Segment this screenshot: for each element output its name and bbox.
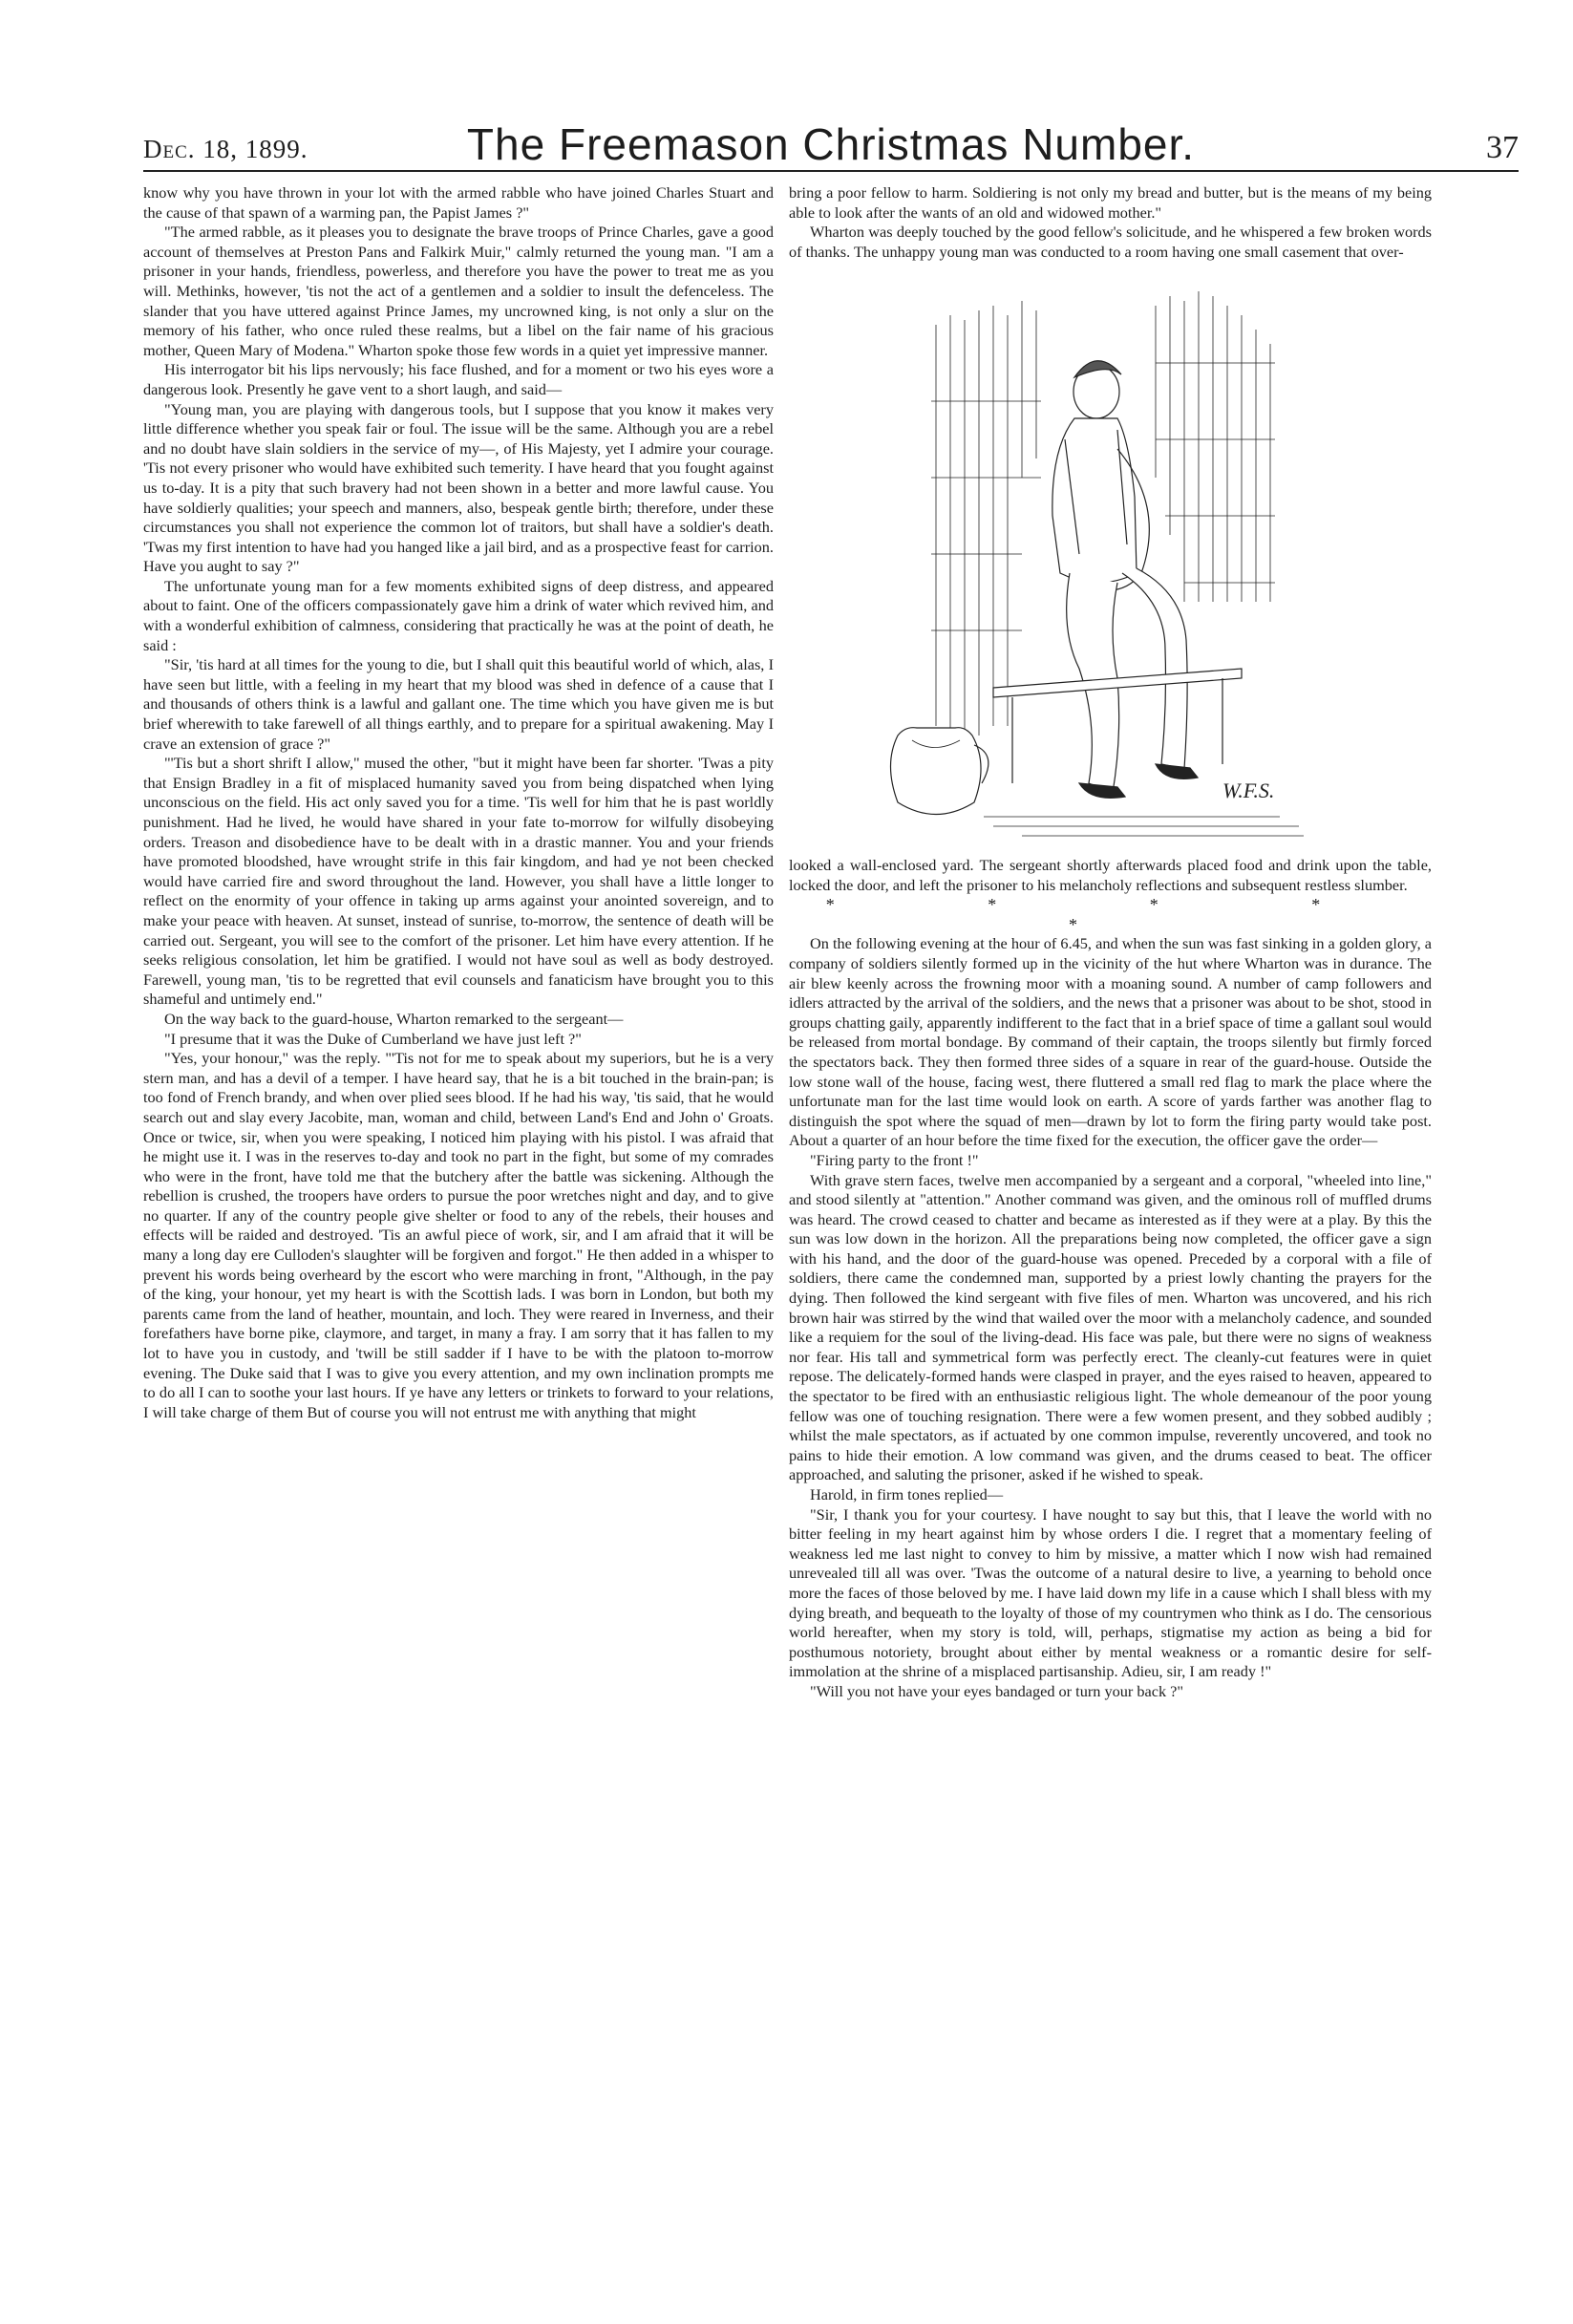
paragraph: With grave stern faces, twelve men accompanied by a sergeant and a corporal, "wheeled into line," and stood silently at "attention." Another command was given, and the ominous roll of muffled drums was heard. The crowd ceased to chatter and became as interested as if they were at a play. By this the sun was low down in the horizon. All the preparations being now completed, the officer gave a sign with his hand, and the door of the guard-house was opened. Preceded by a corporal with a file of soldiers, there came the condemned man, supported by a priest lowly chanting the prayers for the dying. Then followed the kind sergeant with five files of men. Wharton was uncovered, and his rich brown hair was stirred by the wind that wailed over the moor with a melancholy cadence, and sounded like a requiem for the soul of the living-dead. His face was pale, but there were no signs of weakness nor fear. His tall and symmetrical form was perfectly erect. The cleanly-cut features were in quiet repose. The delicately-formed hands were clasped in prayer, and the eyes raised to heaven, appeared to the spectator to be fired with an enthusiastic religious light. The whole demeanour of the poor young fellow was one of touching resignation. There were a few women present, and they sobbed audibly ; whilst the male spectators, as if actuated by one common impulse, reverently uncovered, and took no pains to hide their emotion. A low command was given, and the drums ceased to beat. The officer approached, and saluting the prisoner, asked if he wished to speak. <box>789 1170 1432 1484</box>
illustration-signature: W.F.S. <box>1222 778 1275 802</box>
paragraph: "Firing party to the front !" <box>810 1150 979 1169</box>
right-column-bottom <box>789 856 1432 2270</box>
page-number: 37 <box>1486 130 1519 165</box>
paragraph: His interrogator bit his lips nervously; his face flushed, and for a moment or two his eyes wore a dangerous look. Presently he gave vent to a short laugh, and said— <box>143 360 774 398</box>
right-column-top <box>789 183 1432 288</box>
publication-title: The Freemason Christmas Number. <box>466 119 1196 169</box>
prisoner-illustration <box>879 287 1308 850</box>
paragraph: "Yes, your honour," was the reply. "'Tis not for me to speak about my superiors, but he is a very stern man, and has a devil of a temper. I have heard say, that he is a bit touched in the brain-pan; is too fond of French brandy, and when over plied sees blood. If he had his way, 'tis said, that he would search out and slay every Jacobite, man, woman and child, between Land's End and John o' Groats. Once or twice, sir, when you were speaking, I noticed him playing with his pistol. I was afraid that he might use it. I was in the reserves to-day and took no part in the fight, but some of my comrades who were in the front, have told me that the butchery after the battle was sickening. Although the rebellion is crushed, the troopers have orders to pursue the poor wretches night and day, and to give no quarter. If any of the country people give shelter or food to any of the rebels, their houses and effects will be raided and destroyed. 'Tis an awful piece of work, sir, and I am afraid that it will be many a long day ere Culloden's slaughter will be forgiven and forgot." He then added in a whisper to prevent his words being overheard by the escort who were marching in front, "Although, in the pay of the king, your honour, yet my heart is with the Scottish lads. I was born in London, but both my parents came from the land of heather, mountain, and loch. They were reared in Inverness, and their forefathers have borne pike, claymore, and target, in many a fray. I am sorry that it has fallen to my lot to have you in custody, and 'twill be still sadder if I have to be with the platoon to-morrow evening. The Duke said that I was to give you every attention, and my own inclination prompts me to do all I can to soothe your last hours. If ye have any letters or trinkets to forward to your relations, I will take charge of them But of course you will not entrust me with anything that might <box>143 1049 774 1421</box>
paragraph: On the following evening at the hour of 6.45, and when the sun was fast sinking in a golden glory, a company of soldiers silently formed up in the vicinity of the hut where Wharton was in durance. The air blew keenly across the frowning moor with a moaning sound. A number of camp followers and idlers attracted by the arrival of the soldiers, and the news that a prisoner was about to be shot, stood in groups chatting gaily, apparently indifferent to the fact that in a brief space of time a gallant soul would be released from mortal bondage. By command of their captain, the troops silently but firmly forced the spectators back. They then formed three sides of a square in rear of the guard-house. Outside the low stone wall of the house, facing west, there fluttered a small red flag to mark the place where the unfortunate man for the last time would look on earth. A score of yards farther was another flag to distinguish the spot where the squad of men—drawn by lot to form the firing party would take post. About a quarter of an hour before the time fixed for the execution, the officer gave the order— <box>789 934 1432 1150</box>
header-rule <box>143 170 1519 172</box>
paragraph: "Sir, 'tis hard at all times for the young to die, but I shall quit this beautiful world of which, alas, I have seen but little, with a feeling in my heart that my blood was shed in defence of a cause that I and thousands of others think is a lawful and gallant one. The time which you have given me is but brief wherewith to take farewell of all things earthly, and to prepare for a spiritual awakening. May I crave an extension of grace ?" <box>143 655 774 753</box>
paragraph: bring a poor fellow to harm. Soldiering is not only my bread and butter, but is the means of my being able to look after the wants of an old and widowed mother." <box>789 183 1432 222</box>
masthead <box>143 113 1519 172</box>
paragraph: The unfortunate young man for a few moments exhibited signs of deep distress, and appeared about to faint. One of the officers compassionately gave him a drink of water which revived him, and with a wonderful exhibition of calmness, considering that practically he was at the point of death, he said : <box>143 576 774 654</box>
paragraph: On the way back to the guard-house, Wharton remarked to the sergeant— <box>164 1009 624 1028</box>
paragraph: "Will you not have your eyes bandaged or turn your back ?" <box>810 1681 1184 1700</box>
issue-date: Dec. 18, 1899. <box>143 135 308 163</box>
paragraph: Wharton was deeply touched by the good fellow's solicitude, and he whispered a few broken words of thanks. The unhappy young man was conducted to a room having one small casement that over- <box>789 223 1432 261</box>
paragraph: "The armed rabble, as it pleases you to designate the brave troops of Prince Charles, gave a good account of themselves at Preston Pans and Falkirk Muir," calmly returned the young man. "I am a prisoner in your hands, friendless, powerless, and therefore you have the power to treat me as you will. Methinks, however, 'tis not the act of a gentlemen and a soldier to insult the defenceless. The slander that you have uttered against Prince James, my uncrowned king, is not only a slur on the memory of his father, who once ruled these realms, but a libel on the fair name of his gracious mother, Queen Mary of Modena." Wharton spoke those few words in a quiet yet impressive manner. <box>143 223 774 359</box>
section-break: * * * * * <box>825 895 1395 934</box>
paragraph: "Sir, I thank you for your courtesy. I have nought to say but this, that I leave the world with no bitter feeling in my heart against him by whose orders I die. I regret that a momentary feeling of weakness led me last night to convey to him by missive, a matter which I now wish had remained unrevealed till all was over. 'Twas the outcome of a natural desire to live, a yearning to behold once more the faces of those beloved by me. I have laid down my life in a cause which I shall bless with my dying breath, and bequeath to the loyalty of those of my countrymen who think as I do. The censorious world hereafter, when my story is told, will, perhaps, stigmatise my action as being a bid for posthumous notoriety, brought about either by mental weakness or a romantic desire for self-immolation at the shrine of a misplaced partisanship. Adieu, sir, I am ready !" <box>789 1504 1432 1681</box>
paragraph: know why you have thrown in your lot with the armed rabble who have joined Charles Stuart and the cause of that spawn of a warming pan, the Papist James ?" <box>143 183 774 222</box>
paragraph: "I presume that it was the Duke of Cumberland we have just left ?" <box>164 1029 582 1048</box>
prisoner-sketch-image <box>879 287 1308 850</box>
left-column <box>143 183 774 2266</box>
paragraph: "Young man, you are playing with dangerous tools, but I suppose that you know it makes very little difference whether you speak fair or foul. The issue will be the same. Although you are a rebel and no doubt have slain soldiers in the service of my—, of His Majesty, yet I admire your courage. 'Tis not every prisoner who would have exhibited such temerity. I have heard that you fought against us to-day. It is a pity that such bravery had not been shown in a better and more lawful cause. You have soldierly qualities; your speech and manners, also, bespeak gentle birth; therefore, under these circumstances you shall not experience the common lot of traitors, but shall have a soldier's death. 'Twas my first intention to have had you hanged like a jail bird, and as a prospective feast for carrion. Have you aught to say ?" <box>143 399 774 576</box>
paragraph: looked a wall-enclosed yard. The sergeant shortly afterwards placed food and drink upon the table, locked the door, and left the prisoner to his melancholy reflections and subsequent restless slumber. <box>789 856 1432 894</box>
paragraph: Harold, in firm tones replied— <box>810 1485 1004 1503</box>
paragraph: "'Tis but a short shrift I allow," mused the other, "but it might have been far shorter. 'Twas a pity that Ensign Bradley in a fit of misplaced humanity saved you from being dispatched when lying unconscious on the field. His act only saved you for a time. 'Tis well for him that he is past worldly punishment. Had he lived, he would have shared in your fate to-morrow for wilfully disobeying orders. Treason and disobedience have to be dealt with in a drastic manner. You and your friends have promoted bloodshed, have wrought strife in this fair kingdom, and had ye not been checked would have carried fire and sword throughout the land. However, you shall have a little longer to reflect on the enormity of your offence in taking up arms against your anointed sovereign, and to make your peace with heaven. At sunset, instead of sunrise, to-morrow, the sentence of death will be carried out. Sergeant, you will see to the comfort of the prisoner. Let him have every attention. If he seeks religious consolation, let him be gratified. I would not have soul as well as body destroyed. Farewell, young man, 'tis to be regretted that evil counsels and fanaticism have brought you to this shameful and untimely end." <box>143 754 774 1009</box>
